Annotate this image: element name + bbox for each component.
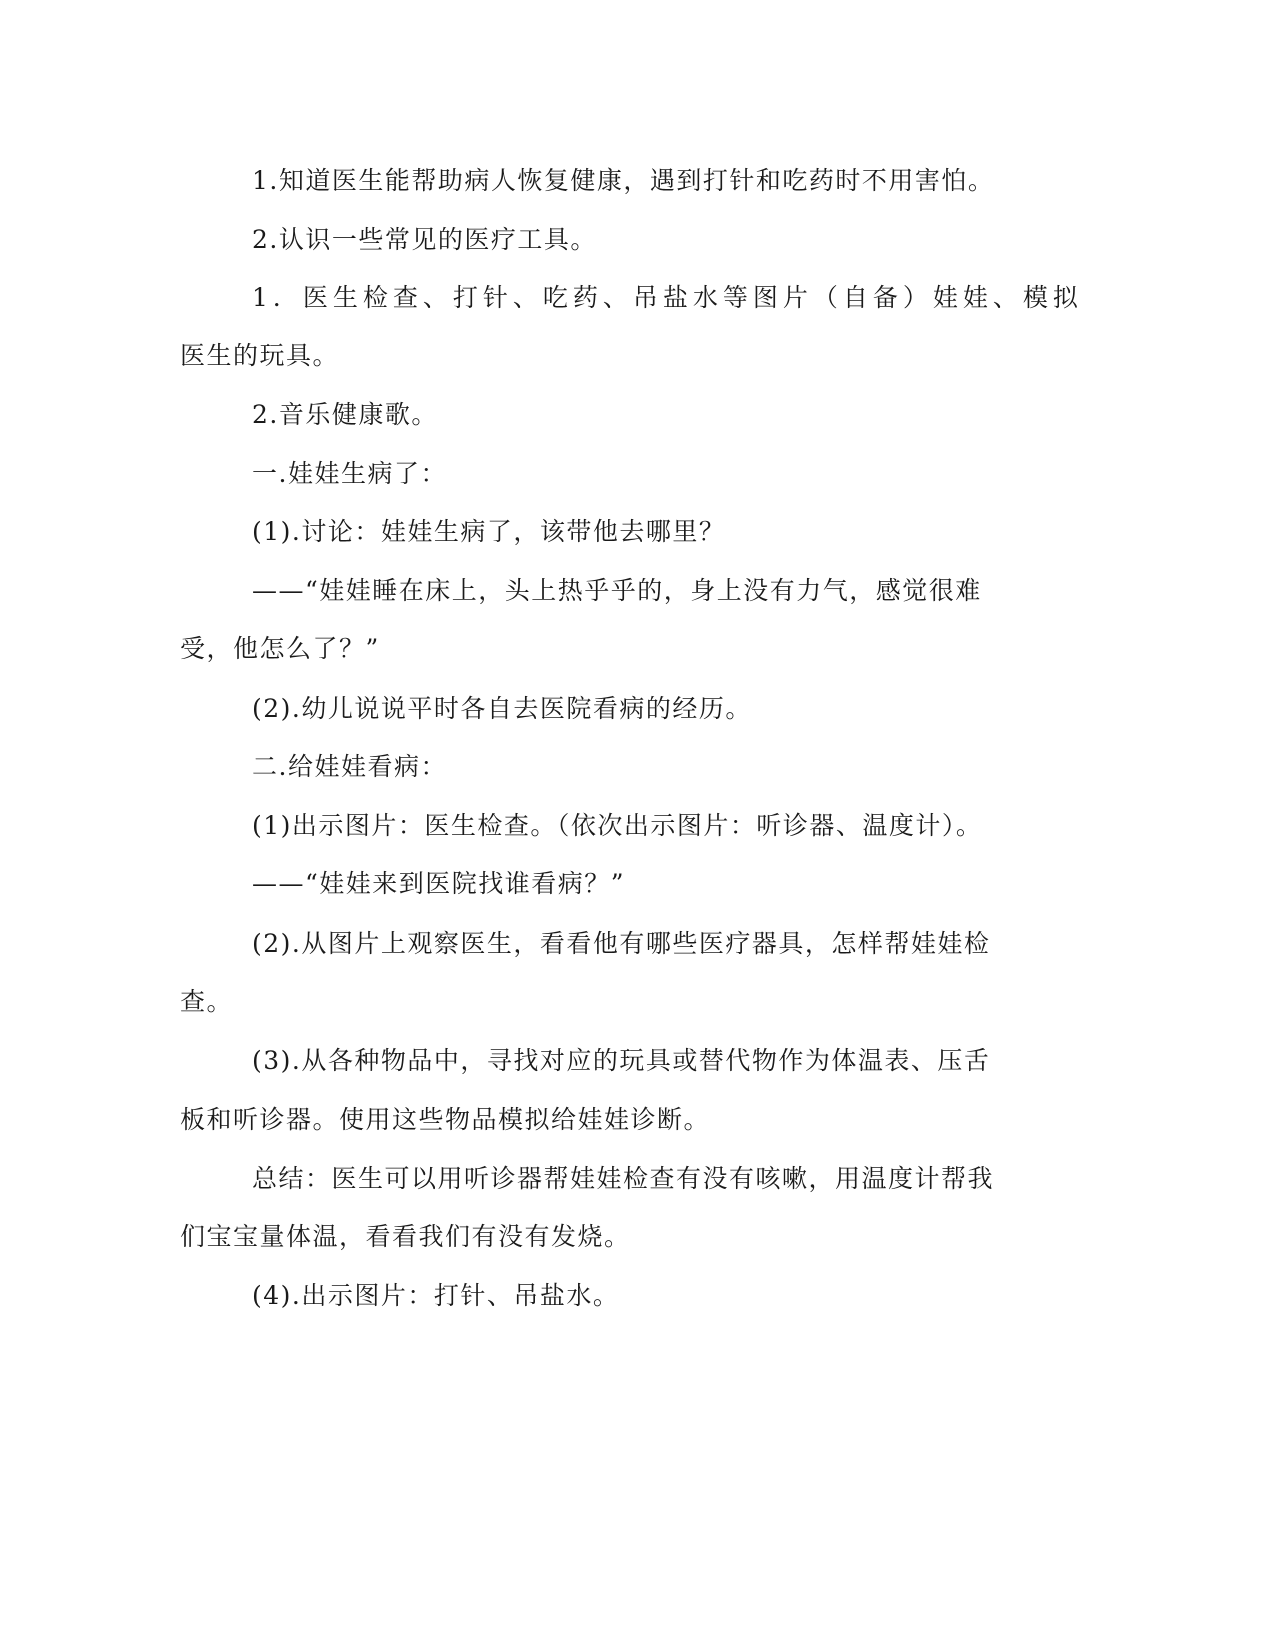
section-heading-2: 二.给娃娃看病： <box>252 752 447 781</box>
paragraph-observe-line-1: (2).从图片上观察医生，看看他有哪些医疗器具，怎样帮娃娃检 <box>252 929 991 958</box>
paragraph-find-items-line-1: (3).从各种物品中，寻找对应的玩具或替代物作为体温表、压舌 <box>252 1046 991 1075</box>
paragraph-experience: (2).幼儿说说平时各自去医院看病的经历。 <box>252 694 752 723</box>
paragraph-discussion: (1).讨论：娃娃生病了，该带他去哪里？ <box>252 517 726 546</box>
paragraph-show-picture-1: (1)出示图片：医生检查。（依次出示图片：听诊器、温度计）。 <box>252 811 983 840</box>
paragraph-quote-1-line-2: 受，他怎么了？” <box>180 634 380 663</box>
paragraph-objective-2: 2.认识一些常见的医疗工具。 <box>252 225 597 254</box>
paragraph-summary-line-1: 总结：医生可以用听诊器帮娃娃检查有没有咳嗽，用温度计帮我 <box>252 1164 995 1193</box>
paragraph-material-2: 2.音乐健康歌。 <box>252 400 438 429</box>
paragraph-observe-line-2: 查。 <box>180 987 234 1016</box>
paragraph-material-1-line-2: 医生的玩具。 <box>180 341 340 370</box>
paragraph-quote-2: ——“娃娃来到医院找谁看病？” <box>252 869 626 898</box>
paragraph-quote-1-line-1: ——“娃娃睡在床上，头上热乎乎的，身上没有力气，感觉很难 <box>252 576 982 605</box>
paragraph-objective-1: 1.知道医生能帮助病人恢复健康，遇到打针和吃药时不用害怕。 <box>252 166 995 195</box>
paragraph-show-picture-4: (4).出示图片：打针、吊盐水。 <box>252 1281 620 1310</box>
section-heading-1: 一.娃娃生病了： <box>252 459 447 488</box>
paragraph-summary-line-2: 们宝宝量体温，看看我们有没有发烧。 <box>180 1222 631 1251</box>
paragraph-find-items-line-2: 板和听诊器。使用这些物品模拟给娃娃诊断。 <box>180 1105 711 1134</box>
paragraph-material-1-line-1: 1．医生检查、打针、吃药、吊盐水等图片（自备）娃娃、模拟 <box>252 283 1083 312</box>
